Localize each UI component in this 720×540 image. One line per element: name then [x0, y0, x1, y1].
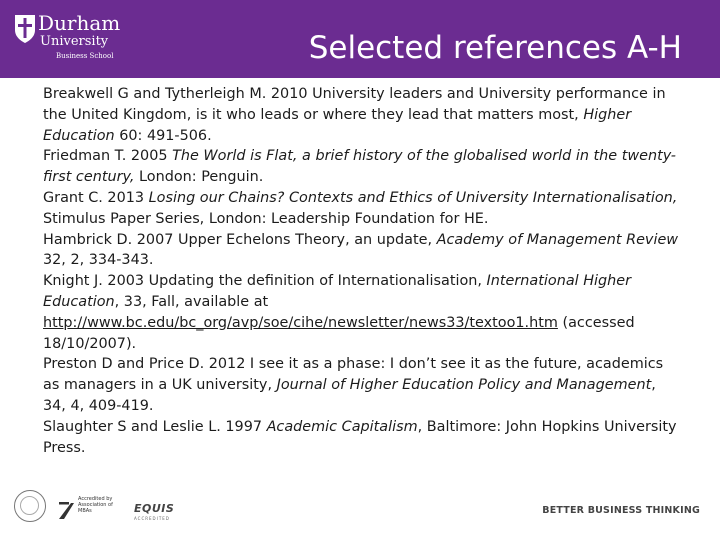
aacsb-badge-icon	[14, 490, 46, 522]
reference-text: Grant C. 2013	[43, 189, 149, 206]
durham-logo[interactable]	[14, 12, 134, 64]
reference-text: Knight J. 2003 Updating the definition of Internationalisation,	[43, 273, 487, 290]
reference-text: Breakwell G and Tytherleigh M. 2010 University leaders and University performance in the United Kingdom, is it who leads or where they lead that matters most,	[43, 86, 666, 123]
equis-word: EQUIS	[134, 502, 175, 515]
logo-university: University	[40, 34, 109, 49]
reference-item	[43, 146, 683, 188]
reference-title: Losing our Chains? Contexts and Ethics of University Internationalisation,	[148, 189, 678, 206]
reference-text: , Baltimore: John Hopkins University Press.	[43, 418, 677, 456]
reference-title: Higher Education	[43, 106, 632, 144]
reference-link[interactable]: http://www.bc.edu/bc_org/avp/soe/cihe/newsletter/news33/textoo1.htm	[43, 314, 558, 331]
reference-text: , 34, 4, 409-419.	[43, 377, 656, 414]
reference-text: (accessed 18/10/2007).	[43, 314, 635, 352]
reference-text: 32, 2, 334-343.	[43, 252, 154, 269]
reference-title: Journal of Higher Education Policy and Management	[276, 377, 652, 394]
durham-crest-icon	[14, 14, 36, 44]
slogan: BETTER BUSINESS THINKING	[542, 505, 700, 516]
reference-title: International Higher Education	[43, 273, 632, 310]
reference-text: Slaughter S and Leslie L. 1997	[43, 418, 267, 435]
reference-item	[43, 230, 683, 272]
reference-list	[43, 84, 683, 458]
equis-logo	[134, 496, 194, 526]
reference-item	[43, 417, 683, 459]
reference-item	[43, 188, 683, 230]
amba-text: Accredited by Association of MBAs	[78, 496, 113, 514]
equis-sub: ACCREDITED	[134, 516, 170, 521]
reference-text: Friedman T. 2005	[43, 148, 173, 165]
logo-school: Business School	[56, 52, 114, 60]
amba-logo	[58, 496, 128, 526]
reference-text: London: Penguin.	[134, 169, 264, 186]
footer	[0, 482, 720, 540]
reference-item	[43, 354, 683, 416]
reference-item	[43, 84, 683, 146]
reference-title: Academic Capitalism	[266, 418, 418, 435]
reference-text: 60: 491-506.	[114, 127, 212, 144]
amba-mark-icon	[58, 500, 76, 520]
logo-name: Durham	[38, 11, 121, 35]
slide-title: Selected references A-H	[308, 30, 682, 66]
header-bar	[0, 0, 720, 78]
reference-text: , 33, Fall, available at	[114, 293, 269, 310]
reference-text: Hambrick D. 2007 Upper Echelons Theory, an update,	[43, 231, 437, 248]
reference-item	[43, 271, 683, 354]
reference-title: Academy of Management Review	[436, 231, 679, 248]
reference-text: Preston D and Price D. 2012 I see it as a phase: I don’t see it as the future, academics as managers in a UK university,	[43, 356, 664, 394]
reference-text: Stimulus Paper Series, London: Leadership Foundation for HE.	[43, 210, 489, 227]
reference-title: The World is Flat, a brief history of the globalised world in the twenty-first century,	[43, 148, 676, 186]
